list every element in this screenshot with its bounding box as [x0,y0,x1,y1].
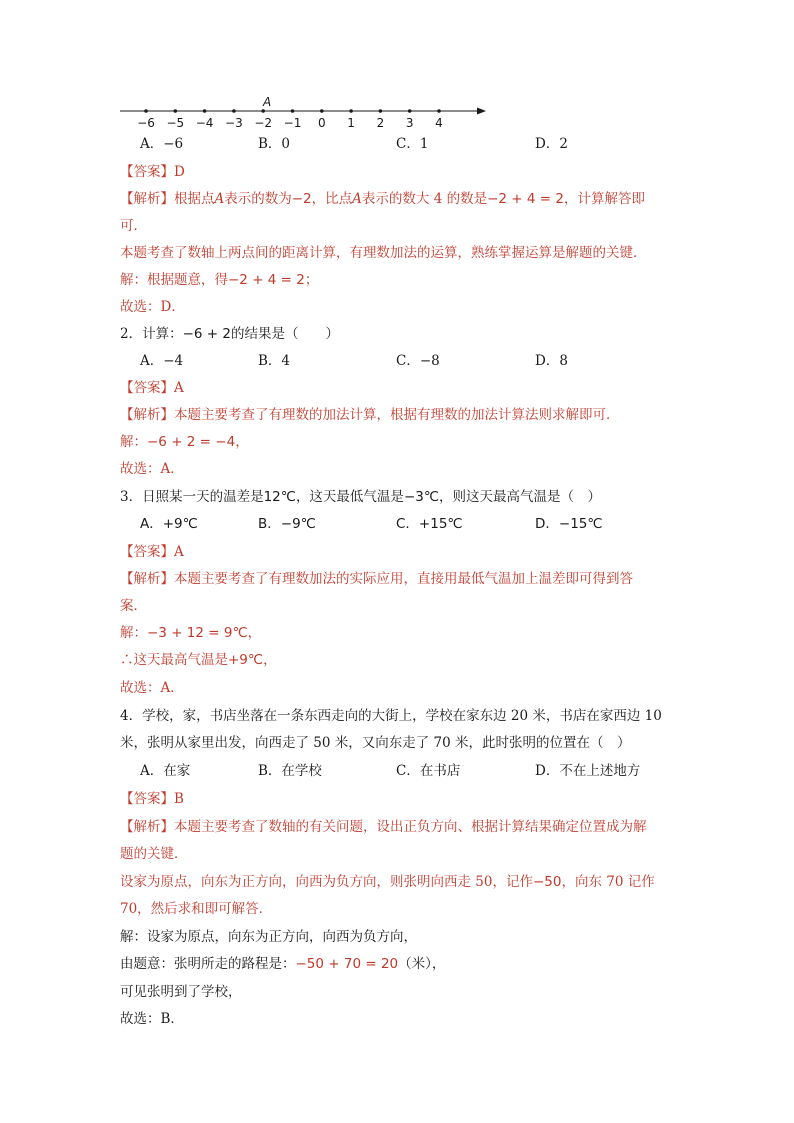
q3-analysis-line1: 【解析】本题主要考查了有理数加法的实际应用，直接用最低气温加上温差即可得到答 [120,571,633,587]
number-line-tick [291,109,295,113]
number-line-tick [320,109,324,113]
q4-solution-line1: 解：设家为原点，向东为正方向，向西为负方向， [120,929,417,945]
q3-option-a[interactable]: A．+9℃ [140,516,198,532]
q4-setup-line2: 70，然后求和即可解答． [120,901,273,917]
number-line-tick-label: 2 [376,116,385,130]
number-line-tick [203,109,207,113]
q1-option-c[interactable]: C．1 [396,136,429,152]
number-line-tick-label: 3 [405,116,414,130]
q4-analysis-line2: 题的关键． [120,846,188,862]
q3-stem: 3．日照某一天的温差是12℃，这天最低气温是−3℃，则这天最高气温是（ ） [120,489,601,505]
number-line-tick-label: 1 [347,116,355,130]
q2-option-b[interactable]: B．4 [258,353,291,369]
q4-analysis-line1: 【解析】本题主要考查了数轴的有关问题，设出正负方向、根据计算结果确定位置成为解 [120,819,647,835]
q4-stem-line1: 4．学校，家，书店坐落在一条东西走向的大街上，学校在家东边 20 米，书店在家西边 10 [120,708,662,724]
q3-solution: 解：−3 + 12 = 9℃， [120,625,262,641]
q2-stem: 2．计算：−6 + 2的结果是（ ） [120,326,339,342]
q3-choice: 故选：A． [120,680,184,696]
q2-option-d[interactable]: D．8 [535,353,568,369]
q3-option-d[interactable]: D．−15℃ [535,516,603,532]
q2-option-a[interactable]: A．−4 [140,353,184,369]
q1-note: 本题考查了数轴上两点间的距离计算，有理数加法的运算，熟练掌握运算是解题的关键． [120,245,647,261]
number-line-tick [349,109,353,113]
number-line-figure [116,94,488,130]
number-line-tick-label: 4 [435,116,443,130]
q1-option-a[interactable]: A．−6 [140,136,184,152]
q1-analysis-line2: 可． [120,218,147,234]
q4-option-a[interactable]: A．在家 [140,763,191,779]
q4-option-b[interactable]: B．在学校 [258,763,322,779]
q3-option-b[interactable]: B．−9℃ [258,516,316,532]
number-line-tick [408,109,412,113]
q4-choice: 故选：B． [120,1011,184,1027]
q3-answer: 【答案】A [120,544,184,560]
q3-therefore: ∴这天最高气温是+9℃， [120,652,277,668]
q2-analysis: 【解析】本题主要考查了有理数的加法计算，根据有理数的加法计算法则求解即可． [120,407,620,423]
number-line-tick-label: −1 [283,116,302,130]
q4-option-c[interactable]: C．在书店 [396,763,461,779]
number-line-tick-label: −2 [254,116,273,130]
q1-analysis-line1: 【解析】根据点A表示的数为−2，比点A表示的数大 4 的数是−2 + 4 = 2，计算解答即 [120,191,645,207]
q4-answer: 【答案】B [120,791,184,807]
q3-analysis-line2: 案． [120,598,147,614]
q4-solution-line3: 可见张明到了学校， [120,984,242,1000]
q1-answer: 【答案】D [120,164,185,180]
number-line-tick-label: −6 [137,116,155,130]
q2-answer: 【答案】A [120,380,184,396]
q1-choice: 故选：D． [120,299,185,315]
q2-option-c[interactable]: C．−8 [396,353,440,369]
number-line-tick [379,109,383,113]
q1-option-b[interactable]: B．0 [258,136,291,152]
q4-setup-line1: 设家为原点，向东为正方向，向西为负方向，则张明向西走 50，记作−50，向东 70 记作 [120,874,655,890]
q2-choice: 故选：A． [120,461,184,477]
number-line-tick-label: −3 [225,116,243,130]
number-line-tick [232,109,236,113]
point-a-label: A [263,95,272,109]
number-line-tick [261,109,265,113]
number-line-tick-label: 0 [317,116,326,130]
q1-solution: 解：根据题意，得−2 + 4 = 2； [120,272,319,288]
number-line-tick [144,109,148,113]
number-line-tick-label: −4 [195,116,214,130]
number-line-arrow-icon [477,108,486,115]
q1-option-d[interactable]: D．2 [535,136,568,152]
q4-solution-line2: 由题意：张明所走的路程是：−50 + 70 = 20（米）， [120,956,446,972]
number-line-tick [174,109,178,113]
q2-solution: 解：−6 + 2 = −4， [120,434,249,450]
q4-stem-line2: 米，张明从家里出发，向西走了 50 米，又向东走了 70 米，此时张明的位置在（ ） [120,735,631,751]
q3-option-c[interactable]: C．+15℃ [396,516,463,532]
q4-option-d[interactable]: D．不在上述地方 [535,763,641,779]
number-line-tick [437,109,441,113]
number-line-tick-label: −5 [166,116,185,130]
